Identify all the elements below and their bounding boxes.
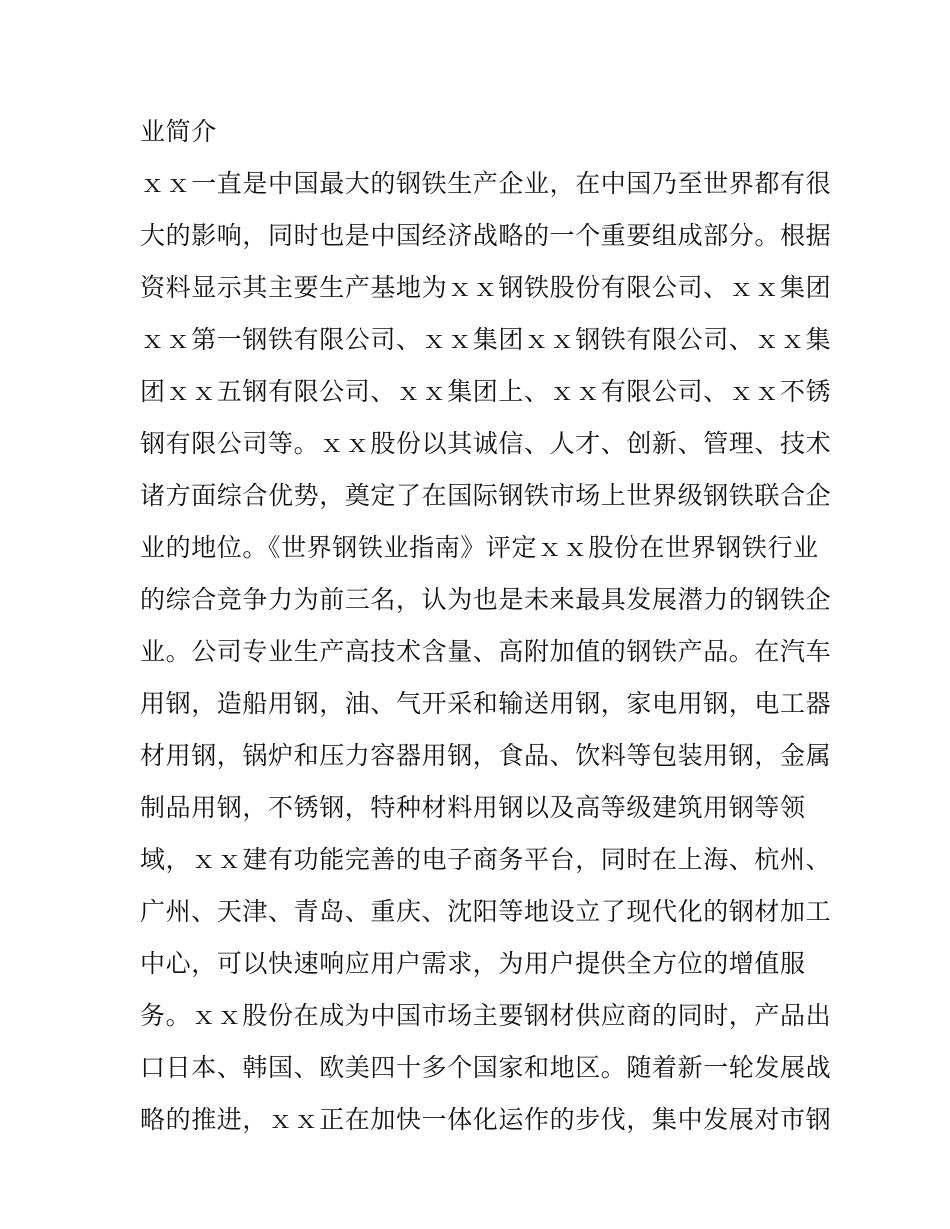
text-line: 域，ｘｘ建有功能完善的电子商务平台，同时在上海、杭州、 <box>140 845 832 874</box>
text-line: 制品用钢，不锈钢，特种材料用钢以及高等级建筑用钢等领 <box>140 793 806 822</box>
text-line: 的综合竞争力为前三名，认为也是未来最具发展潜力的钢铁企 <box>140 585 832 614</box>
text-line: 口日本、韩国、欧美四十多个国家和地区。随着新一轮发展战 <box>140 1053 832 1082</box>
text-line: 务。ｘｘ股份在成为中国市场主要钢材供应商的同时，产品出 <box>140 1001 832 1030</box>
text-line: 钢有限公司等。ｘｘ股份以其诚信、人才、创新、管理、技术 <box>140 429 832 458</box>
text-line: ｘｘ第一钢铁有限公司、ｘｘ集团ｘｘ钢铁有限公司、ｘｘ集 <box>140 325 832 354</box>
text-line: 中心，可以快速响应用户需求，为用户提供全方位的增值服 <box>140 949 806 978</box>
text-line: 团ｘｘ五钢有限公司、ｘｘ集团上、ｘｘ有限公司、ｘｘ不锈 <box>140 377 832 406</box>
text-line: 用钢，造船用钢，油、气开采和输送用钢，家电用钢，电工器 <box>140 689 832 718</box>
section-heading: 业简介 <box>140 117 217 146</box>
text-line: 材用钢，锅炉和压力容器用钢，食品、饮料等包装用钢，金属 <box>140 741 832 770</box>
text-line: 诸方面综合优势，奠定了在国际钢铁市场上世界级钢铁联合企 <box>140 481 832 510</box>
body-text <box>140 106 832 1146</box>
text-line: 业的地位。《世界钢铁业指南》评定ｘｘ股份在世界钢铁行业 <box>140 533 819 562</box>
text-line: ｘｘ一直是中国最大的钢铁生产企业，在中国乃至世界都有很 <box>140 169 832 198</box>
text-line: 资料显示其主要生产基地为ｘｘ钢铁股份有限公司、ｘｘ集团 <box>140 273 832 302</box>
text-line: 广州、天津、青岛、重庆、沈阳等地设立了现代化的钢材加工 <box>140 897 832 926</box>
text-line: 略的推进，ｘｘ正在加快一体化运作的步伐，集中发展对市钢 <box>140 1105 832 1134</box>
text-line: 大的影响，同时也是中国经济战略的一个重要组成部分。根据 <box>140 221 832 250</box>
text-line: 业。公司专业生产高技术含量、高附加值的钢铁产品。在汽车 <box>140 637 832 666</box>
